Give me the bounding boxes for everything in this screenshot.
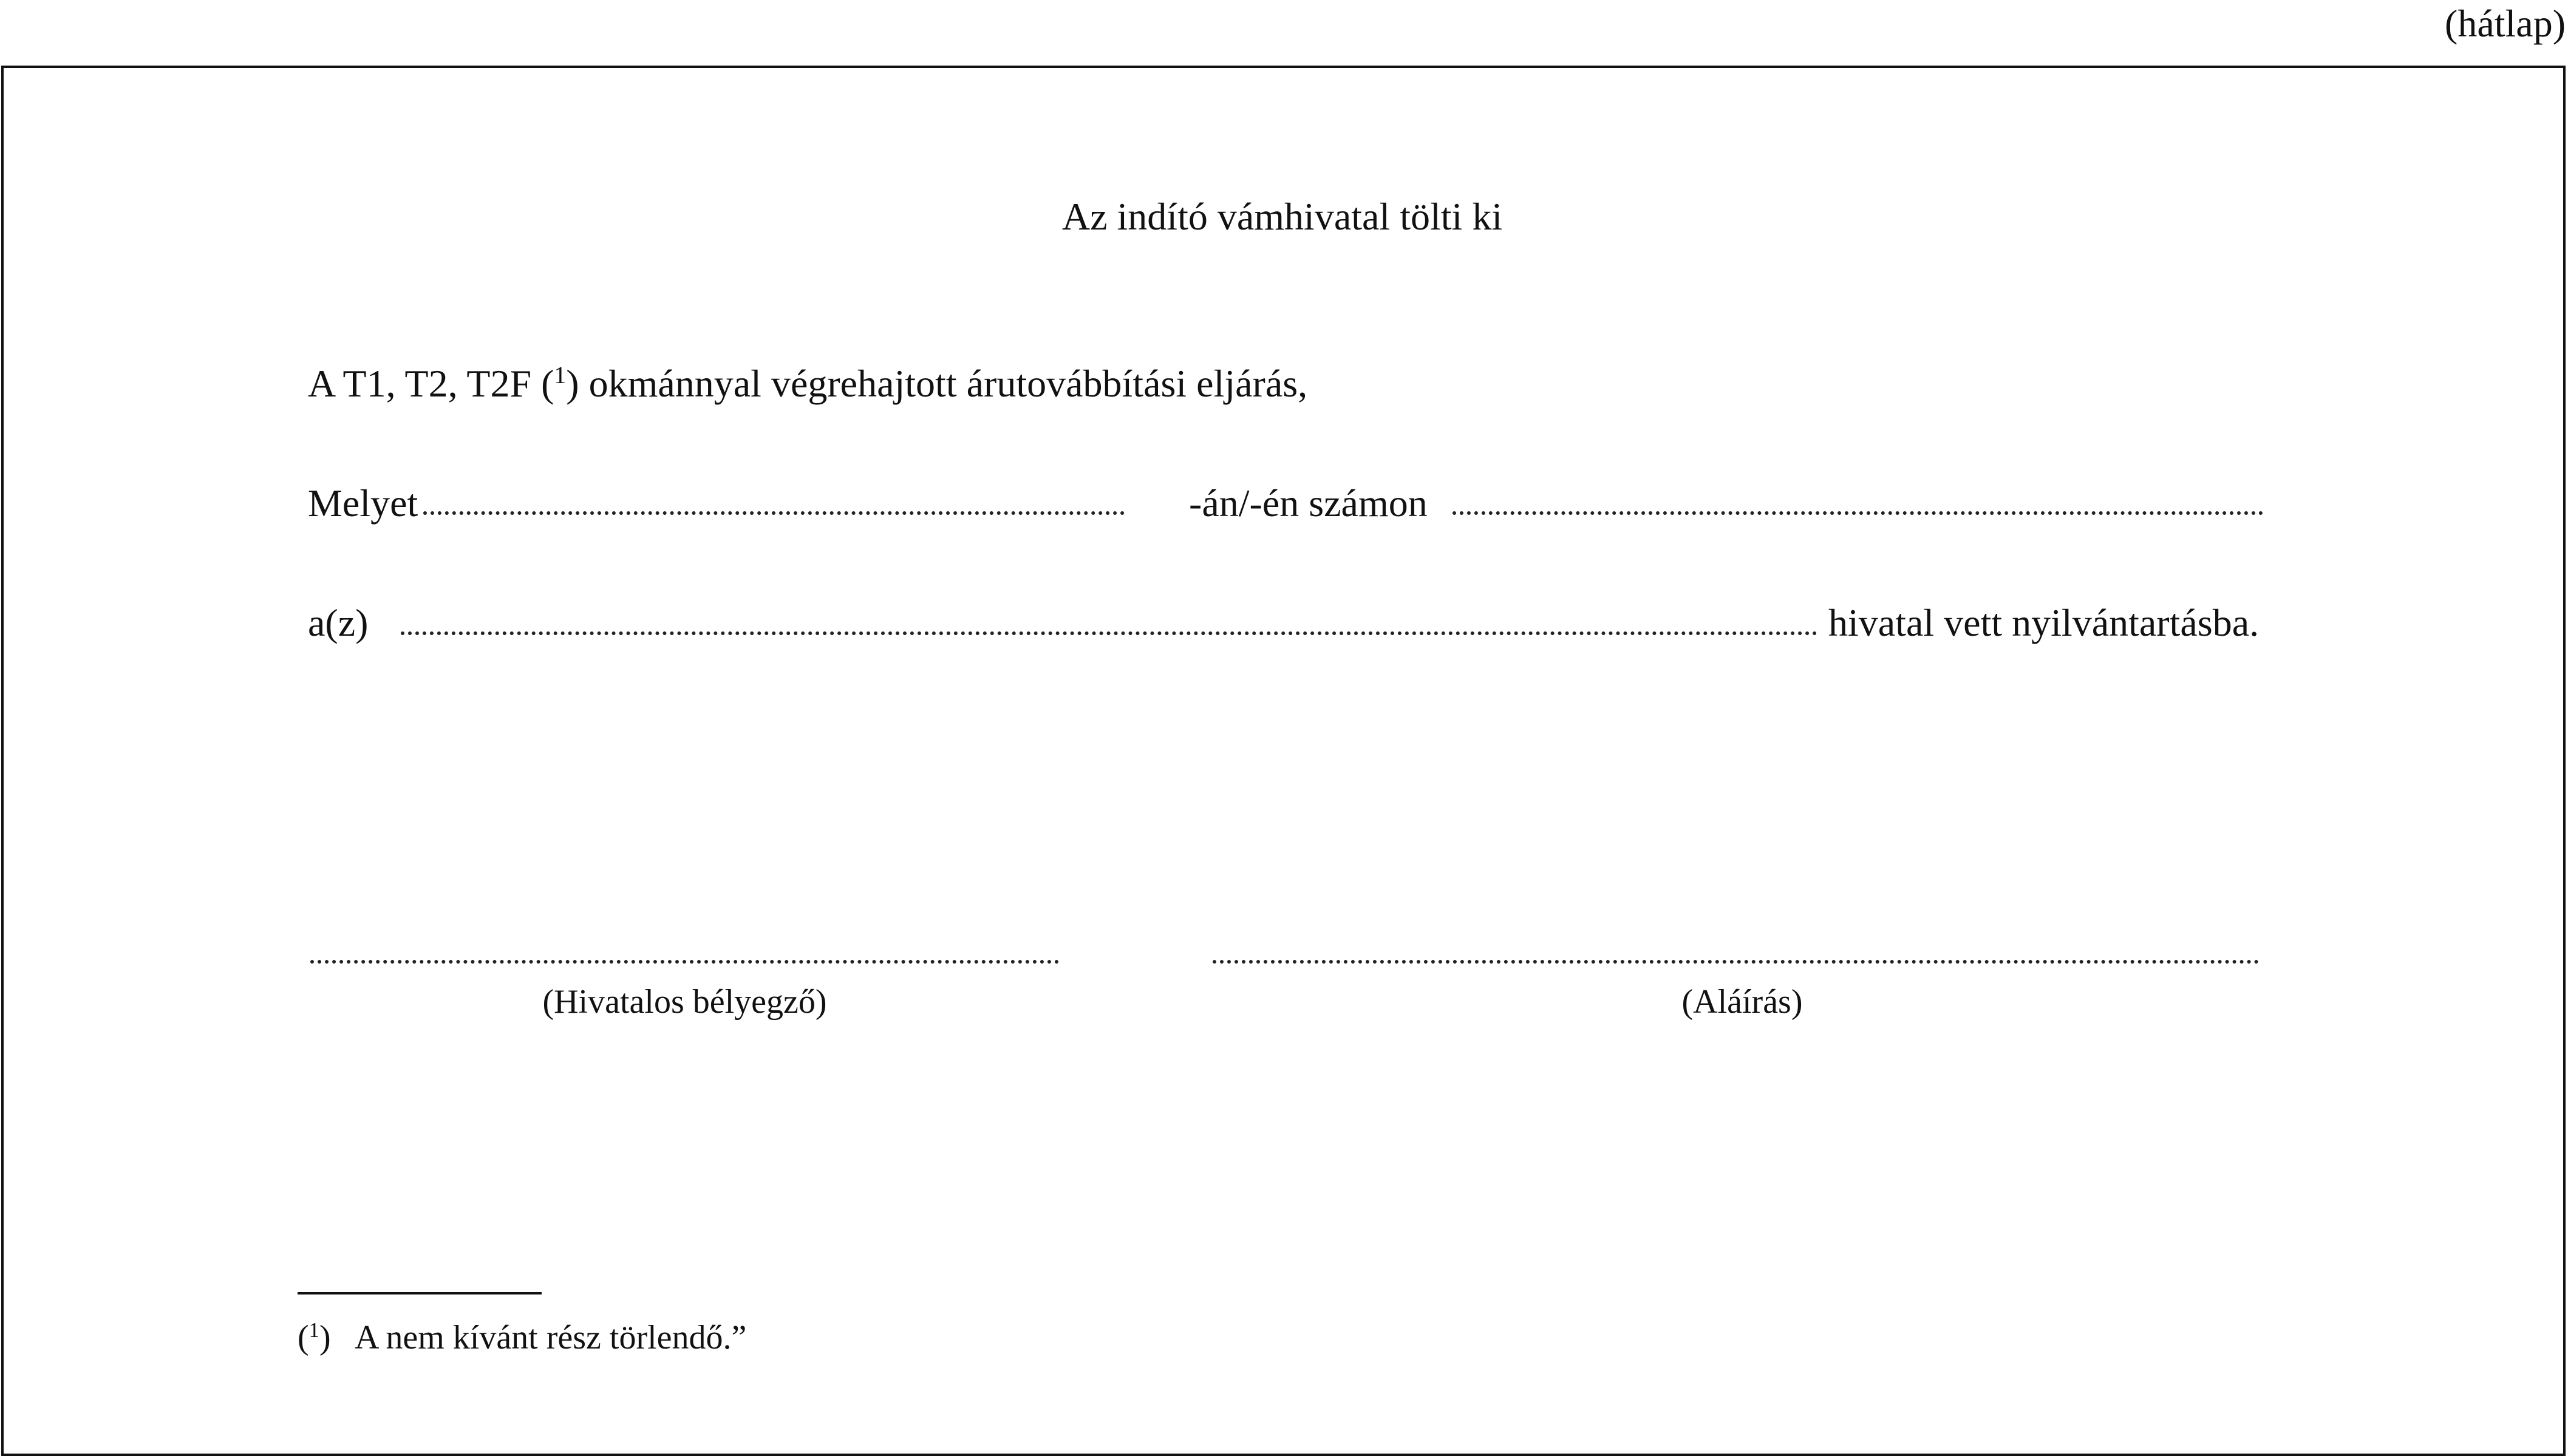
procedure-line [308, 364, 1307, 403]
footnote-ref-marker: 1 [554, 362, 567, 389]
registration-statement: hivatal vett nyilvántartásba. [1828, 601, 2260, 644]
date-field[interactable] [423, 511, 1125, 515]
signature-caption: (Aláírás) [1681, 983, 1803, 1021]
stamp-field[interactable] [310, 960, 1059, 964]
office-label: a(z) [308, 601, 369, 644]
registration-number-field[interactable] [1453, 511, 2263, 515]
footnote-marker-number: 1 [308, 1318, 320, 1342]
office-name-field[interactable] [401, 631, 1817, 635]
number-label: -án/-én számon [1189, 481, 1428, 525]
procedure-line-suffix: ) okmánnyal végrehajtott árutovábbítási eljárás, [566, 362, 1308, 405]
melyet-label: Melyet [308, 481, 418, 525]
page-side-label: (hátlap) [2445, 2, 2566, 45]
footnote-marker-open: ( [298, 1319, 309, 1356]
stamp-caption: (Hivatalos bélyegző) [542, 983, 827, 1021]
form-title: Az indító vámhivatal tölti ki [1061, 195, 1503, 238]
footnote-marker [298, 1318, 331, 1356]
procedure-line-prefix: A T1, T2, T2F ( [308, 362, 554, 405]
footnote-marker-close: ) [319, 1319, 331, 1356]
signature-field[interactable] [1213, 960, 2259, 964]
footnote-separator [298, 1292, 542, 1294]
form-frame [1, 66, 2566, 1456]
footnote-text: A nem kívánt rész törlendő.” [355, 1319, 747, 1356]
